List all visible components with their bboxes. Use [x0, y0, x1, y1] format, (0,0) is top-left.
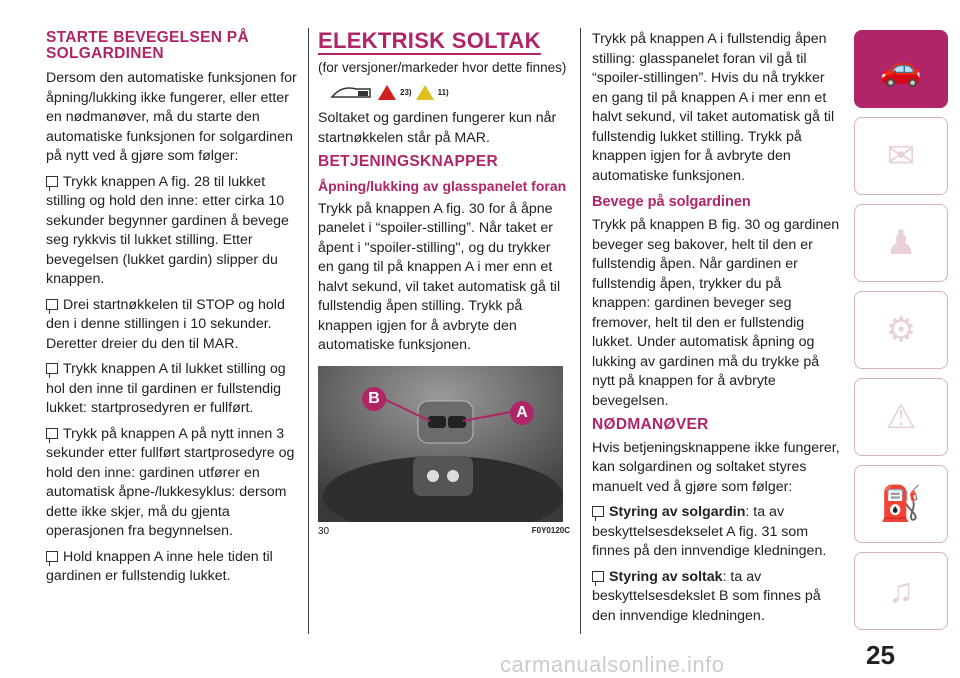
tab-car-info-icon[interactable]: 🚗 [854, 30, 948, 108]
subheading-glasspanel: Åpning/lukking av glasspanelet foran [318, 177, 567, 194]
column-2 [318, 30, 570, 537]
section-heading-starte: STARTE BEVEGELSEN PÅ SOLGARDINEN [46, 29, 249, 62]
column-divider [580, 28, 581, 634]
tab-media-icon[interactable]: ♫ [854, 552, 948, 630]
tab-lights-mail-icon[interactable]: ✉ [854, 117, 948, 195]
reference-23: 23) [400, 87, 412, 97]
step-4: Trykk på knappen A på nytt innen 3 sekunder etter fullført startprosedyre og hold den inne: gardinen utfører en automatisk åpne-/lukkesyklus: dersom dette ikke skjer, må du gjenta operasjonen fra begynnelsen. [46, 425, 295, 539]
tab-fuel-service-icon[interactable]: ⛽ [854, 465, 948, 543]
danger-warning-icon [378, 85, 396, 100]
figure-30-image [318, 366, 563, 522]
page-number: 25 [866, 640, 895, 670]
glasspanel-paragraph: Trykk på knappen A fig. 30 for å åpne panelet i “spoiler-stilling”. Når taket er åpent i "spoiler-stilling", og du trykker en gang til på knappen A i mer enn et halvt sekund, vil taket automatisk gå til fullstendig åpen stilling. Trykk på knappen igjen for å avbryte den automatiske funksjonen. [318, 200, 561, 353]
column-3 [592, 30, 842, 632]
overhead-console-photo [318, 366, 563, 522]
label-b: B [362, 387, 386, 411]
column-divider [308, 28, 309, 634]
step-3: Trykk knappen A til lukket stilling og hol den inne til gardinen er fullstendig lukket: startprosedyren er fullført. [46, 361, 286, 416]
caution-warning-icon [416, 85, 434, 100]
figure-caption [318, 526, 570, 537]
figure-code: F0Y0120C [531, 525, 570, 535]
step-2: Drei startnøkkelen til STOP og hold den i denne stillingen i 10 sekunder. Deretter dreier du den til MAR. [46, 296, 285, 352]
bullet-solgardin: Styring av solgardin: ta av beskyttelsesdekselet A fig. 31 som finnes på den innvendige kledningen. [592, 504, 827, 559]
bullet-box-icon [46, 363, 58, 374]
bullet-box-icon [46, 551, 58, 562]
intro-paragraph: Dersom den automatiske funksjonen for åpning/lukking ikke fungerer, eller etter en nødmanøver, må du starte den automatiske funksjonen for solgardinen på nytt ved å gjøre som følger: [46, 70, 297, 164]
section-heading-soltak: ELEKTRISK SOLTAK [318, 28, 541, 53]
reference-icons [330, 81, 570, 103]
tab-warning-icon[interactable]: ⚠ [854, 378, 948, 456]
bullet-soltak: Styring av soltak: ta av beskyttelsesdekslet B som finnes på den innvendige kledningen. [592, 568, 821, 624]
bullet-box-icon [46, 299, 58, 310]
sunroof-icon [330, 83, 374, 101]
nodmanover-paragraph: Hvis betjeningsknappene ikke fungerer, kan solgardinen og soltaket styres manuelt ved å gjøre som følger: [592, 439, 840, 495]
tab-key-steering-icon[interactable]: ⚙ [854, 291, 948, 369]
step-1: Trykk knappen A fig. 28 til lukket stilling og hold den inne: etter cirka 10 sekunder begynner gardinen å bevege seg rykkvis til lukket stilling. Etter bevegelsen (lukket gardin) slipper du knappen. [46, 173, 289, 287]
column-1 [46, 30, 298, 593]
figure-number: 30 [318, 525, 330, 537]
section-heading-nodmanover: NØDMANØVER [592, 416, 709, 433]
mar-paragraph: Soltaket og gardinen fungerer kun når startnøkkelen står på MAR. [318, 110, 557, 146]
watermark: carmanualsonline.info [500, 652, 725, 677]
chapter-tabs [854, 30, 950, 639]
bullet-box-icon [592, 571, 604, 582]
tab-seat-airbag-icon[interactable]: ♟ [854, 204, 948, 282]
reference-11: 11) [437, 87, 449, 97]
section-heading-betjening: BETJENINGSKNAPPER [318, 153, 498, 170]
bullet-box-icon [46, 428, 58, 439]
label-a: A [510, 401, 534, 425]
solgardin-paragraph: Trykk på knappen B fig. 30 og gardinen beveger seg bakover, helt til den er fullstendig åpen. Når gardinen er fullstendig åpen, trykker du på knappen: gardinen beveger seg fremover, helt til den er fullstendig lukket. Under automatisk åpning og lukking av gardinen må du trykke på nytt på knappen for å avbryte bevegelsen. [592, 217, 840, 409]
version-note: (for versjoner/markeder hvor dette finnes) [318, 60, 567, 75]
spoiler-paragraph: Trykk på knappen A i fullstendig åpen stilling: glasspanelet foran vil gå til “spoiler-stillingen”. Hvis du nå trykker en gang til på knappen A i mer enn et halvt sekund, vil taket automatisk gå til fullstendig lukket stilling. Trykk på knappen igjen for å avbryte den automatiske funksjonen. [592, 31, 835, 184]
subheading-solgardin: Bevege på solgardinen [592, 194, 751, 210]
bullet-box-icon [592, 506, 604, 517]
bullet-box-icon [46, 176, 58, 187]
step-5: Hold knappen A inne hele tiden til gardinen er fullstendig lukket. [46, 548, 273, 584]
